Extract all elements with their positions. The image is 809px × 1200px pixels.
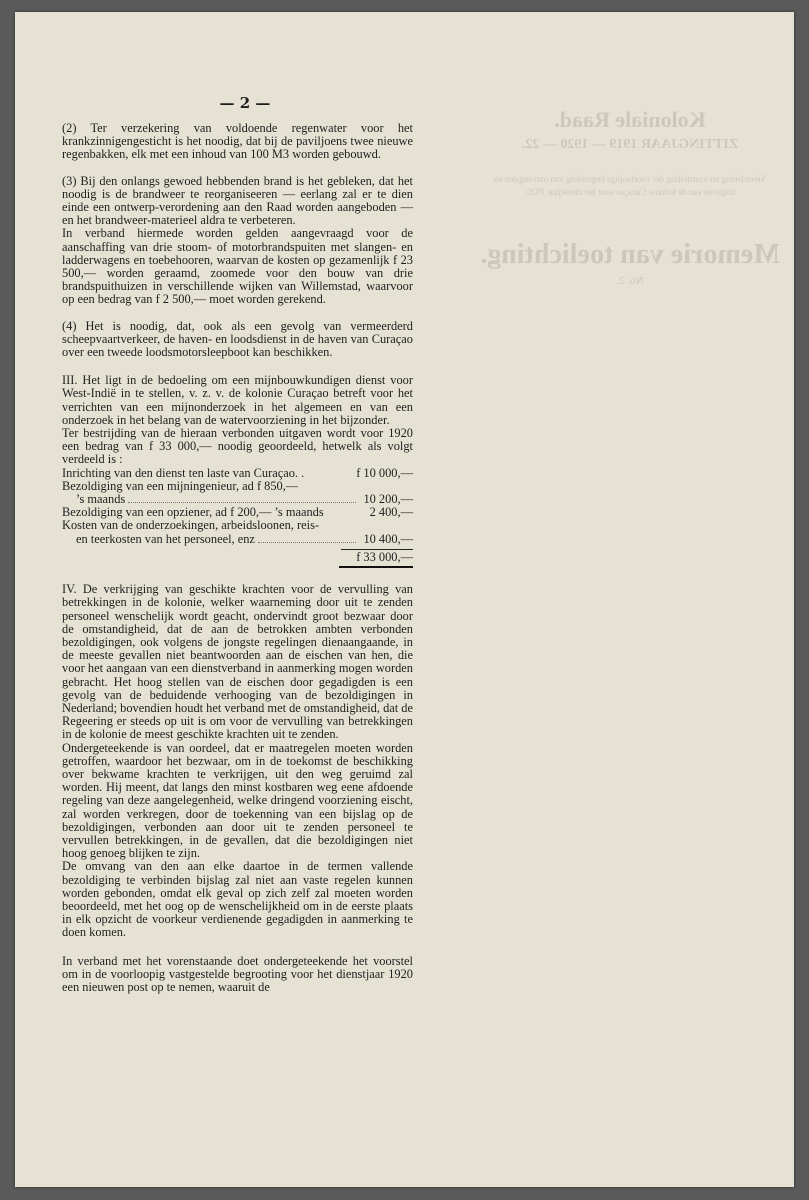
ghost-number: No. 2.: [616, 275, 644, 287]
ghost-session: ZITTINGJAAR 1919 — 1920 — 22.: [521, 137, 739, 152]
cost-table: [62, 467, 413, 568]
table-row: [62, 533, 413, 546]
page-number: — 2 —: [219, 94, 271, 112]
section-iv-final: De omvang van den aan elke daartoe in de termen vallende bezoldiging te verbinden bijslag zal niet aan vaste regelen kunnen worden gebonden, omdat elk geval op zich zelf zal moeten worden beoordeeld, met het oog op de wenschelijkheid om in de eerste plaats in elk opzicht de voorkeur verdienende gegadigden in aanmerking te doen komen.: [62, 859, 413, 940]
table-row: [62, 506, 413, 519]
row-label: Kosten van de onderzoekingen, arbeidsloonen, reis-: [62, 519, 320, 533]
section-iv: IV. De verkrijging van geschikte krachten voor de vervulling van betrekkingen in de kolonie, welker waarneming door uit te zenden personeel wenschelijk wordt geacht, ondervindt groot bezwaar door de omstandigheid, dat de aan de betrokken ambten verbonden bezoldigingen, ook volgens de jongste regelingen dienaangaande, in de meeste gevallen niet beantwoorden aan de eischen van hen, die voor het aangaan van een dienstverband in aanmerking mogen worden gebracht. Het hoog stellen van de eischen door gegadigden is een gevolg van de beduidende verhooging van de bezoldigingen in Nederland; bovendien houdt het verband met de omstandigheid, dat de Regeering er steeds op uit is om voor de vervulling van betrekkingen in de kolonie de meest geschikte krachten uit te zenden.: [62, 582, 413, 742]
paragraph-3-continued: In verband hiermede worden gelden aangevraagd voor de aanschaffing van drie stoom- of motorbrandspuiten met slangen- en ladderwagens en toebehooren, waarvan de kosten op gezamenlijk f 23 500,— worden geraamd, zoomede voor den bouw van drie brandspuithuizen in verschillende wijken van Willemstad, waarvoor op een bedrag van f 2 500,— moet worden gerekend.: [62, 226, 413, 307]
leader-dots: [258, 533, 357, 543]
row-label: Bezoldiging van een opziener, ad f 200,— ’s maands: [62, 506, 324, 520]
row-label: en teerkosten van het personeel, enz: [76, 532, 255, 546]
paragraph-2: (2) Ter verzekering van voldoende regenwater voor het krankzinnigengesticht is het noodig, dat bij de paviljoens twee nieuwe regenbakken, elk met een inhoud van 100 M3 worden gebouwd.: [62, 121, 413, 162]
row-amount: 10 200,—: [363, 492, 413, 507]
section-iii-continued: Ter bestrijding van de hieraan verbonden uitgaven wordt voor 1920 een bedrag van f 33 000,— noodig geoordeeld, hetwelk als volgt verdeeld is :: [62, 426, 413, 467]
row-label: Inrichting van den dienst ten laste van Curaçao. .: [62, 466, 305, 480]
row-amount: 2 400,—: [369, 505, 413, 520]
section-iv-continued: Ondergeteekende is van oordeel, dat er maatregelen moeten worden getroffen, waardoor het bezwaar, om in de toekomst de beschikking over bekwame krachten te verkrijgen, uit den weg geruimd zal worden. Hij meent, dat langs den minst kostbaren weg eene afdoende regeling van deze aangelegenheid, welke dringend voorziening eischt, zal worden verkregen, door de toekenning van een bijslag op de bezoldigingen, verbonden aan door uit te zenden personeel te vervullen betrekkingen, in de gevallen, dat die bezoldigingen niet hoog genoeg blijken te zijn.: [62, 740, 413, 861]
ghost-subtitle: Verordening ter vaststelling der voorloopige begrooting van ontvangsten en uitgaven van de kolonie Curaçao voor het dienstjaar 1920.: [494, 174, 766, 197]
document-page: [15, 12, 794, 1187]
table-total: f 33 000,—: [356, 549, 413, 564]
ghost-title: Koloniale Raad.: [554, 107, 706, 132]
total-rule: [339, 566, 413, 568]
row-label: Bezoldiging van een mijningenieur, ad f 850,—: [62, 479, 299, 493]
ghost-heading: Memorie van toelichting.: [480, 239, 780, 270]
table-row: [62, 480, 413, 493]
row-amount: f 10 000,—: [356, 465, 413, 480]
table-row: [62, 519, 413, 532]
paragraph-4: (4) Het is noodig, dat, ook als een gevolg van vermeerderd scheepvaartverkeer, de haven- en loodsdienst in de haven van Curaçao over een tweede loodsmotorsleepboot kan beschikken.: [62, 318, 413, 360]
row-label: ’s maands: [76, 493, 126, 507]
section-iii: III. Het ligt in de bedoeling om een mijnbouwkundigen dienst voor West-Indië in te stellen, v. z. v. de kolonie Curaçao betreft voor het verrichten van een mijnonderzoek in het algemeen en van een onderzoek in het belang van de watervoorziening in het bijzonder.: [62, 373, 413, 427]
closing-paragraph: In verband met het vorenstaande doet ondergeteekende het voorstel om in de voorloopig vastgestelde begrooting voor het dienstjaar 1920 een nieuwen post op te nemen, waaruit de: [62, 953, 413, 994]
bleed-through-text: [480, 107, 780, 287]
text-column: [62, 122, 413, 994]
paragraph-3: (3) Bij den onlangs gewoed hebbenden brand is het gebleken, dat het noodig is de brandweer te reorganiseeren — eerlang zal er te dien einde een ontwerp-verordening aan den Raad worden aangeboden — en het brandweer-materieel aldra te verbeteren.: [62, 173, 413, 228]
leader-dots: [128, 493, 356, 503]
row-amount: 10 400,—: [363, 531, 413, 546]
table-row: [62, 467, 413, 480]
table-row: [62, 493, 413, 506]
